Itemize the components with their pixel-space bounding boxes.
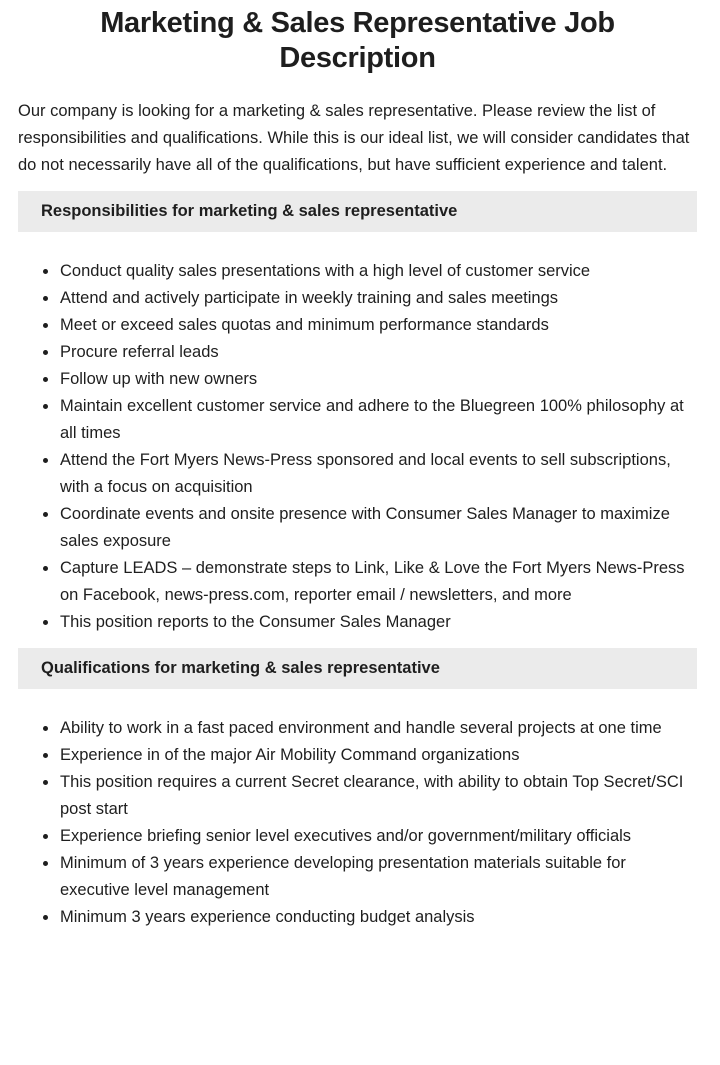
bullet-item: Experience briefing senior level executives and/or government/military officials xyxy=(60,823,697,850)
responsibilities-section xyxy=(18,191,697,636)
responsibilities-list xyxy=(18,258,697,636)
page-title: Marketing & Sales Representative Job Description xyxy=(100,7,615,74)
bullet-item: Minimum of 3 years experience developing presentation materials suitable for executive level management xyxy=(60,850,697,904)
bullet-item: This position requires a current Secret clearance, with ability to obtain Top Secret/SCI post start xyxy=(60,769,697,823)
bullet-item: Meet or exceed sales quotas and minimum performance standards xyxy=(60,312,697,339)
intro-paragraph: Our company is looking for a marketing & sales representative. Please review the list of responsibilities and qualifications. While this is our ideal list, we will consider candidates that do not necessarily have all of the qualifications, but have sufficient experience and talent. xyxy=(18,102,690,174)
bullet-item: Attend the Fort Myers News-Press sponsored and local events to sell subscriptions, with a focus on acquisition xyxy=(60,447,697,501)
bullet-item: Attend and actively participate in weekly training and sales meetings xyxy=(60,285,697,312)
bullet-item: Follow up with new owners xyxy=(60,366,697,393)
responsibilities-heading: Responsibilities for marketing & sales representative xyxy=(18,191,697,232)
bullet-item: Minimum 3 years experience conducting budget analysis xyxy=(60,904,697,931)
qualifications-heading: Qualifications for marketing & sales representative xyxy=(18,648,697,689)
bullet-item: Conduct quality sales presentations with a high level of customer service xyxy=(60,258,697,285)
bullet-item: Maintain excellent customer service and adhere to the Bluegreen 100% philosophy at all times xyxy=(60,393,697,447)
bullet-item: Ability to work in a fast paced environment and handle several projects at one time xyxy=(60,715,697,742)
bullet-item: Procure referral leads xyxy=(60,339,697,366)
qualifications-section xyxy=(18,648,697,931)
bullet-item: Coordinate events and onsite presence with Consumer Sales Manager to maximize sales exposure xyxy=(60,501,697,555)
bullet-item: Capture LEADS – demonstrate steps to Link, Like & Love the Fort Myers News-Press on Facebook, news-press.com, reporter email / newsletters, and more xyxy=(60,555,697,609)
bullet-item: Experience in of the major Air Mobility Command organizations xyxy=(60,742,697,769)
bullet-item: This position reports to the Consumer Sales Manager xyxy=(60,609,697,636)
qualifications-list xyxy=(18,715,697,931)
